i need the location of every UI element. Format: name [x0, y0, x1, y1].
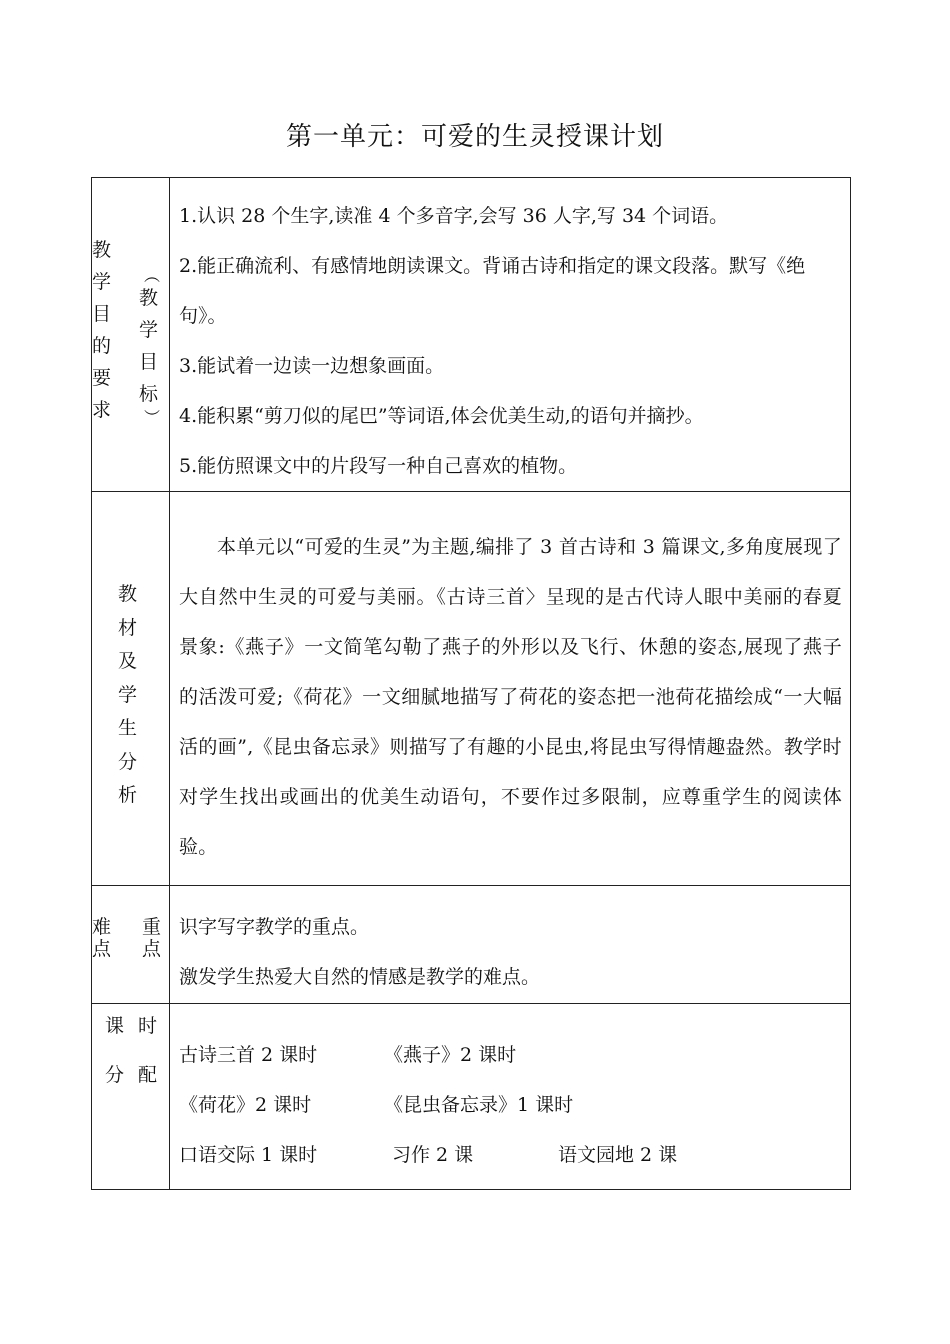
label-char: 点 — [92, 938, 112, 960]
lesson-plan-table — [91, 177, 851, 1190]
analysis-label — [118, 578, 137, 813]
schedule-label-cell — [92, 1004, 170, 1190]
label-char: 的 — [92, 335, 112, 357]
key-points-label-cell — [92, 886, 170, 1004]
key-points-content-cell — [170, 886, 851, 1004]
label-char: 点 — [142, 938, 162, 960]
label-char: 分 — [118, 750, 138, 773]
label-paren: （ — [142, 266, 161, 283]
label-char: 难 — [92, 916, 112, 938]
goal-item: 4.能积累“剪刀似的尾巴”等词语,体会优美生动,的语句并摘抄。 — [179, 405, 704, 427]
label-char: 求 — [92, 399, 112, 421]
schedule-item: 习作 2 课 — [392, 1144, 474, 1166]
schedule-line — [179, 1130, 842, 1180]
goal-list — [170, 178, 850, 491]
label-char: 生 — [118, 717, 138, 739]
key-point-line: 激发学生热爱大自然的情感是教学的难点。 — [179, 966, 541, 988]
label-char: 材 — [118, 616, 138, 639]
label-char: 教 — [92, 239, 112, 261]
goals-content-cell — [170, 178, 851, 492]
key-point-line: 识字写字教学的重点。 — [179, 916, 370, 938]
label-char: 重 — [142, 916, 162, 938]
label-char: 目 — [92, 303, 112, 325]
label-char: 课 — [105, 1015, 125, 1037]
schedule-label-top — [105, 1012, 157, 1040]
schedule-item: 《荷花》2 课时 — [179, 1094, 312, 1116]
analysis-row — [92, 492, 851, 886]
label-char: 配 — [138, 1064, 158, 1086]
schedule-item: 口语交际 1 课时 — [179, 1144, 318, 1166]
analysis-content-cell — [170, 492, 851, 886]
label-char: 时 — [138, 1015, 158, 1037]
analysis-label-cell — [92, 492, 170, 886]
label-char: 析 — [118, 784, 138, 806]
label-paren: ） — [142, 408, 161, 425]
label-char: 要 — [92, 367, 112, 389]
schedule-line — [179, 1030, 842, 1080]
schedule-item: 《昆虫备忘录》1 课时 — [384, 1094, 574, 1116]
schedule-label-bottom — [105, 1061, 157, 1089]
label-char: 标 — [139, 383, 159, 405]
label-char: 教 — [118, 583, 138, 605]
schedule-item: 语文园地 2 课 — [558, 1144, 678, 1166]
goals-label-right — [139, 268, 159, 424]
goals-label-cell — [92, 178, 170, 492]
key-points-list — [170, 886, 850, 1002]
schedule-list — [170, 1004, 850, 1180]
goals-label-left — [92, 234, 111, 426]
goal-item: 3.能试着一边读一边想象画面。 — [179, 355, 445, 377]
label-char: 及 — [118, 650, 138, 672]
label-char: 学 — [139, 319, 159, 341]
goal-item: 5.能仿照课文中的片段写一种自己喜欢的植物。 — [179, 455, 578, 477]
schedule-item: 古诗三首 2 课时 — [179, 1044, 318, 1066]
schedule-line — [179, 1080, 842, 1130]
schedule-item: 《燕子》2 课时 — [384, 1044, 517, 1066]
goals-row — [92, 178, 851, 492]
analysis-text: 本单元以“可爱的生灵”为主题,编排了 3 首古诗和 3 篇课文,多角度展现了大自然中生灵的可爱与美丽。《古诗三首〉呈现的是古代诗人眼中美丽的春夏景象:《燕子》一文简笔勾勒了燕子的外形以及飞行、休憩的姿态,展现了燕子的活泼可爱;《荷花》一文细腻地描写了荷花的姿态把一池荷花描绘成“一大幅活的画”,《昆虫备忘录》则描写了有趣的小昆虫,将昆虫写得情趣盎然。教学时对学生找出或画出的优美生动语句，不要作过多限制，应尊重学生的阅读体验。 — [179, 536, 842, 858]
label-char: 目 — [139, 351, 159, 373]
goal-item: 2.能正确流利、有感情地朗读课文。背诵古诗和指定的课文段落。默写《绝句》。 — [179, 255, 806, 327]
schedule-content-cell — [170, 1004, 851, 1190]
schedule-row — [92, 1004, 851, 1190]
key-points-label-left — [92, 916, 111, 960]
goal-item: 1.认识 28 个生字,读准 4 个多音字,会写 36 人字,写 34 个词语。 — [179, 205, 729, 227]
key-points-row — [92, 886, 851, 1004]
page-title: 第一单元：可爱的生灵授课计划 — [285, 122, 664, 152]
key-points-label-right — [142, 916, 161, 960]
label-char: 分 — [105, 1064, 125, 1086]
label-char: 教 — [139, 287, 159, 309]
label-char: 学 — [92, 271, 112, 293]
label-char: 学 — [118, 683, 138, 706]
